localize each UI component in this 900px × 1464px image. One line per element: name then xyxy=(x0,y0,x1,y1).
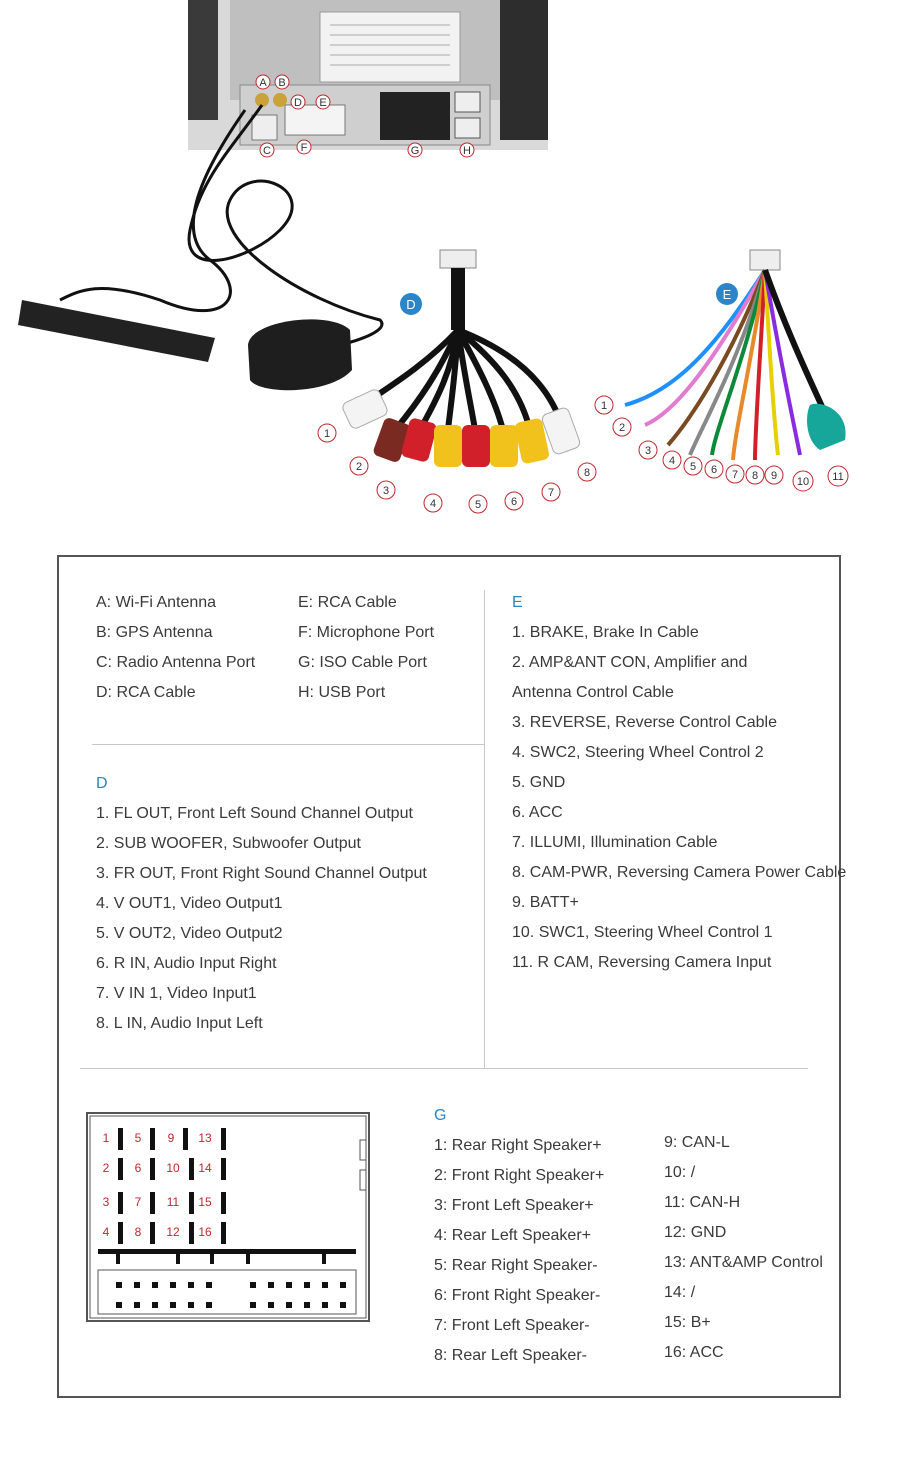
e-num-2 xyxy=(613,418,631,436)
e-num-1 xyxy=(595,396,613,414)
iso-pin-contact xyxy=(189,1158,194,1180)
section-g-pin: 5: Rear Right Speaker- xyxy=(434,1257,598,1274)
e-num-11 xyxy=(828,466,848,486)
legend-item-d: D: RCA Cable xyxy=(96,684,196,701)
legend-item-h: H: USB Port xyxy=(298,684,386,701)
e-num-10-label: 10 xyxy=(796,476,810,488)
legend-item-g: G: ISO Cable Port xyxy=(298,654,427,671)
section-e-line: 3. REVERSE, Reverse Control Cable xyxy=(512,714,777,731)
section-g-pin: 15: B+ xyxy=(664,1314,711,1331)
section-g-pin: 10: / xyxy=(664,1164,696,1181)
iso-contact-dot xyxy=(322,1302,328,1308)
d-num-4-label: 4 xyxy=(429,498,437,510)
section-g-pin: 7: Front Left Speaker- xyxy=(434,1317,590,1334)
legend-item-a: A: Wi-Fi Antenna xyxy=(96,594,217,611)
d-num-6 xyxy=(505,492,523,510)
iso-contact-dot xyxy=(268,1302,274,1308)
iso-contact-dot xyxy=(340,1282,346,1288)
e-num-5 xyxy=(684,457,702,475)
iso-contact-dot xyxy=(286,1302,292,1308)
product-photo xyxy=(0,0,900,540)
e-num-6-label: 6 xyxy=(710,464,718,476)
iso-pin-contact xyxy=(221,1192,226,1214)
callout-c-label: C xyxy=(263,145,271,157)
vertical-divider xyxy=(484,590,485,1068)
iso-pin-label: 11 xyxy=(166,1195,180,1209)
section-g-pin: 14: / xyxy=(664,1284,696,1301)
iso-contact-dot xyxy=(304,1302,310,1308)
iso-contact-dot xyxy=(304,1282,310,1288)
d-num-8-label: 8 xyxy=(583,467,591,479)
iso-pin-label: 5 xyxy=(134,1131,142,1145)
section-g-pin: 6: Front Right Speaker- xyxy=(434,1287,601,1304)
iso-contact-dot xyxy=(116,1282,122,1288)
d-num-7 xyxy=(542,483,560,501)
iso-contact-dot xyxy=(152,1302,158,1308)
e-num-7-label: 7 xyxy=(731,469,739,481)
section-d-item: 2. SUB WOOFER, Subwoofer Output xyxy=(96,835,361,852)
d-num-4 xyxy=(424,494,442,512)
iso-pin-contact xyxy=(221,1158,226,1180)
e-num-8 xyxy=(746,466,764,484)
section-g-pin: 12: GND xyxy=(664,1224,727,1241)
section-e-line: 10. SWC1, Steering Wheel Control 1 xyxy=(512,924,773,941)
iso-pin-contact xyxy=(118,1222,123,1244)
callout-a-label: A xyxy=(259,77,267,89)
iso-pin-label: 10 xyxy=(166,1161,180,1175)
d-num-3 xyxy=(377,481,395,499)
callout-e-label: E xyxy=(319,97,327,109)
callout-c xyxy=(260,143,274,157)
d-num-7-label: 7 xyxy=(547,487,555,499)
horizontal-divider-bottom xyxy=(80,1068,808,1069)
d-num-1 xyxy=(318,424,336,442)
iso-contact-dot xyxy=(152,1282,158,1288)
iso-pin-label: 1 xyxy=(102,1131,110,1145)
iso-contact-dot xyxy=(250,1302,256,1308)
section-d-item: 4. V OUT1, Video Output1 xyxy=(96,895,283,912)
section-d-item: 1. FL OUT, Front Left Sound Channel Output xyxy=(96,805,413,822)
iso-pin-contact xyxy=(189,1192,194,1214)
iso-pin-contact xyxy=(221,1128,226,1150)
iso-pin-contact xyxy=(150,1128,155,1150)
iso-pin-label: 13 xyxy=(198,1131,212,1145)
section-d-item: 3. FR OUT, Front Right Sound Channel Output xyxy=(96,865,427,882)
e-num-3 xyxy=(639,441,657,459)
callout-b-label: B xyxy=(278,77,286,89)
section-g-pin: 2: Front Right Speaker+ xyxy=(434,1167,605,1184)
e-num-10 xyxy=(793,471,813,491)
iso-pin-label: 6 xyxy=(134,1161,142,1175)
section-e-line: 1. BRAKE, Brake In Cable xyxy=(512,624,699,641)
iso-contact-dot xyxy=(250,1282,256,1288)
e-num-3-label: 3 xyxy=(644,445,652,457)
iso-pin-contact xyxy=(150,1192,155,1214)
iso-pin-label: 2 xyxy=(102,1161,110,1175)
section-g-pin: 3: Front Left Speaker+ xyxy=(434,1197,594,1214)
iso-pin-label: 12 xyxy=(166,1225,180,1239)
section-g-pin: 8: Rear Left Speaker- xyxy=(434,1347,587,1364)
section-d-item: 5. V OUT2, Video Output2 xyxy=(96,925,283,942)
section-g-pin: 16: ACC xyxy=(664,1344,724,1361)
section-d-title: D xyxy=(96,775,108,792)
d-num-8 xyxy=(578,463,596,481)
callout-g xyxy=(408,143,422,157)
legend-item-f: F: Microphone Port xyxy=(298,624,435,641)
d-num-3-label: 3 xyxy=(382,485,390,497)
iso-connector-diagram xyxy=(86,1112,370,1322)
section-g-pin: 13: ANT&AMP Control xyxy=(664,1254,823,1271)
head-unit xyxy=(188,0,548,150)
iso-pin-contact xyxy=(118,1192,123,1214)
callout-h xyxy=(460,143,474,157)
section-e-line: 4. SWC2, Steering Wheel Control 2 xyxy=(512,744,764,761)
e-num-8-label: 8 xyxy=(751,470,759,482)
badge-d xyxy=(400,293,422,315)
legend-item-c: C: Radio Antenna Port xyxy=(96,654,256,671)
iso-contact-dot xyxy=(170,1282,176,1288)
callout-d-label: D xyxy=(294,97,302,109)
e-num-11-label: 11 xyxy=(832,471,844,483)
e-num-9-label: 9 xyxy=(770,470,778,482)
iso-contact-dot xyxy=(170,1302,176,1308)
iso-pin-contact xyxy=(118,1128,123,1150)
section-e-line: 11. R CAM, Reversing Camera Input xyxy=(512,954,772,971)
callout-g-label: G xyxy=(410,145,420,157)
section-e-line: 5. GND xyxy=(512,774,566,791)
e-num-9 xyxy=(765,466,783,484)
e-num-4-label: 4 xyxy=(668,455,676,467)
e-num-7 xyxy=(726,465,744,483)
e-num-4 xyxy=(663,451,681,469)
legend-item-b: B: GPS Antenna xyxy=(96,624,213,641)
callout-a xyxy=(256,75,270,89)
iso-pin-contact xyxy=(118,1158,123,1180)
iso-contact-dot xyxy=(340,1302,346,1308)
horizontal-divider-top xyxy=(92,744,484,745)
iso-pin-label: 8 xyxy=(134,1225,142,1239)
d-num-5-label: 5 xyxy=(474,499,482,511)
iso-contact-dot xyxy=(134,1302,140,1308)
section-d-item: 8. L IN, Audio Input Left xyxy=(96,1015,263,1032)
iso-contact-dot xyxy=(268,1282,274,1288)
e-num-6 xyxy=(705,460,723,478)
section-g-pin: 11: CAN-H xyxy=(664,1194,741,1211)
section-e-title: E xyxy=(512,594,523,611)
iso-contact-dot xyxy=(286,1282,292,1288)
d-num-6-label: 6 xyxy=(510,496,518,508)
d-num-2-label: 2 xyxy=(355,461,363,473)
iso-contact-dot xyxy=(188,1302,194,1308)
iso-pin-contact xyxy=(221,1222,226,1244)
e-num-2-label: 2 xyxy=(618,422,626,434)
iso-contact-dot xyxy=(206,1302,212,1308)
iso-pin-contact xyxy=(183,1128,188,1150)
section-e-line: Antenna Control Cable xyxy=(512,684,674,701)
d-num-1-label: 1 xyxy=(323,428,331,440)
callout-f xyxy=(297,140,311,154)
wire-harness-e xyxy=(625,250,846,460)
e-num-1-label: 1 xyxy=(600,400,608,412)
callout-b xyxy=(275,75,289,89)
section-e-line: 8. CAM-PWR, Reversing Camera Power Cable xyxy=(512,864,847,881)
d-num-5 xyxy=(469,495,487,513)
iso-pin-label: 16 xyxy=(198,1225,212,1239)
rca-cable-d xyxy=(341,250,581,467)
section-g-pin: 9: CAN-L xyxy=(664,1134,730,1151)
section-e-line: 7. ILLUMI, Illumination Cable xyxy=(512,834,718,851)
iso-pin-contact xyxy=(150,1158,155,1180)
iso-pin-contact xyxy=(150,1222,155,1244)
iso-contact-dot xyxy=(322,1282,328,1288)
iso-pin-label: 3 xyxy=(102,1195,110,1209)
iso-contact-dot xyxy=(134,1282,140,1288)
legend-item-e: E: RCA Cable xyxy=(298,594,397,611)
callout-d xyxy=(291,95,305,109)
e-num-5-label: 5 xyxy=(689,461,697,473)
callout-e xyxy=(316,95,330,109)
iso-pin-label: 9 xyxy=(167,1131,175,1145)
iso-pin-label: 4 xyxy=(102,1225,110,1239)
badge-e-label: E xyxy=(722,287,732,302)
section-g-pin: 4: Rear Left Speaker+ xyxy=(434,1227,591,1244)
callout-f-label: F xyxy=(300,142,308,154)
iso-pin-label: 14 xyxy=(198,1161,212,1175)
iso-contact-dot xyxy=(206,1282,212,1288)
badge-d-label: D xyxy=(406,297,416,312)
badge-e xyxy=(716,283,738,305)
iso-contact-dot xyxy=(116,1302,122,1308)
section-e-line: 6. ACC xyxy=(512,804,563,821)
iso-pin-contact xyxy=(189,1222,194,1244)
d-num-2 xyxy=(350,457,368,475)
iso-pin-label: 7 xyxy=(134,1195,142,1209)
section-d-item: 6. R IN, Audio Input Right xyxy=(96,955,277,972)
section-g-pin: 1: Rear Right Speaker+ xyxy=(434,1137,602,1154)
section-g-title: G xyxy=(434,1107,447,1124)
callout-h-label: H xyxy=(463,145,471,157)
section-e-line: 9. BATT+ xyxy=(512,894,579,911)
iso-pin-label: 15 xyxy=(198,1195,212,1209)
section-d-item: 7. V IN 1, Video Input1 xyxy=(96,985,257,1002)
gps-antenna xyxy=(248,319,352,390)
section-e-line: 2. AMP&ANT CON, Amplifier and xyxy=(512,654,748,671)
iso-contact-dot xyxy=(188,1282,194,1288)
